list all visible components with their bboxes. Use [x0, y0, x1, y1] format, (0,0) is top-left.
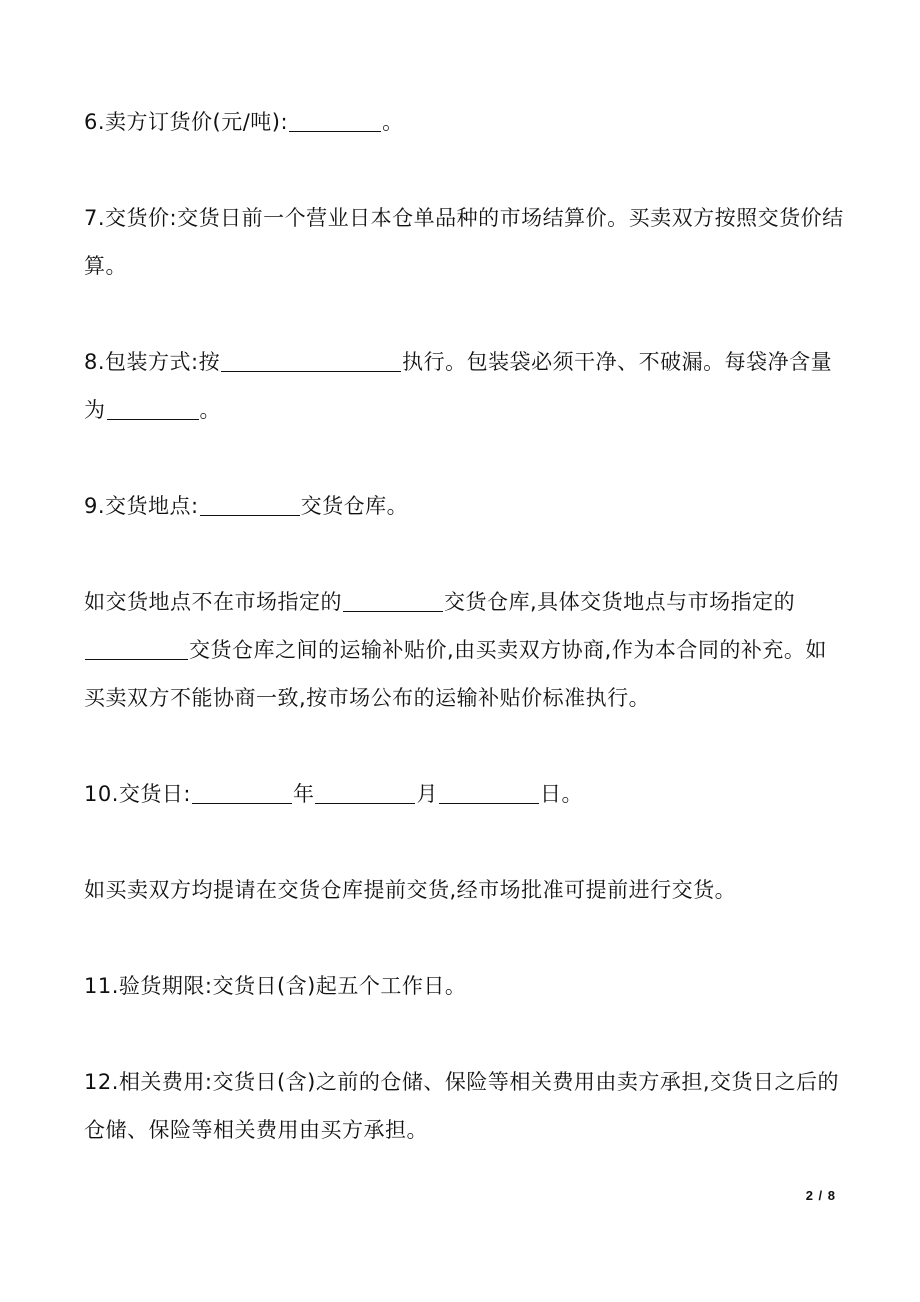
clause-7-delivery-price: 7.交货价:交货日前一个营业日本仓单品种的市场结算价。买卖双方按照交货价结算。	[84, 206, 844, 278]
clause-10-early-delivery-note: 如买卖双方均提请在交货仓库提前交货,经市场批准可提前进行交货。	[84, 878, 737, 902]
year-label: 年	[292, 782, 315, 806]
clause-6-end: 。	[382, 110, 404, 134]
delivery-month-blank	[315, 781, 415, 804]
clause-9-location-note	[84, 578, 844, 722]
month-label: 月	[416, 782, 438, 806]
order-price-blank	[289, 109, 381, 132]
clause-6-label: 6.卖方订货价(元/吨):	[84, 110, 289, 134]
clause-8-packaging	[84, 338, 844, 434]
net-weight-blank	[107, 397, 199, 420]
clause-6-order-price	[84, 98, 844, 146]
page-number: 2 / 8	[805, 1188, 836, 1203]
clause-10-delivery-date	[84, 770, 844, 818]
clause-9-label: 9.交货地点:	[84, 494, 199, 518]
clause-9-note-part1: 如交货地点不在市场指定的	[84, 590, 342, 614]
delivery-day-blank	[439, 781, 539, 804]
clause-8-middle: 执行。包装袋必须干净、不破漏。每袋净含量为	[84, 350, 833, 422]
day-label: 日。	[539, 782, 583, 806]
designated-warehouse-blank-1	[343, 589, 443, 612]
clause-8-end: 。	[199, 398, 221, 422]
packaging-standard-blank	[221, 349, 401, 372]
clause-8-label: 8.包装方式:按	[84, 350, 221, 374]
clause-10-label: 10.交货日:	[84, 782, 191, 806]
designated-warehouse-blank-2	[85, 637, 188, 660]
clause-9-end: 交货仓库。	[300, 494, 409, 518]
clause-9-delivery-location	[84, 482, 844, 530]
clause-9-note-part2: 交货仓库,具体交货地点与市场指定的	[444, 590, 796, 614]
delivery-year-blank	[192, 781, 292, 804]
clause-9-note-part3: 交货仓库之间的运输补贴价,由买卖双方协商,作为本合同的补充。如买卖双方不能协商一致,按市场公布的运输补贴价标准执行。	[84, 638, 827, 710]
delivery-location-blank	[200, 493, 300, 516]
clause-11-inspection-period: 11.验货期限:交货日(含)起五个工作日。	[84, 974, 467, 998]
clause-12-related-fees: 12.相关费用:交货日(含)之前的仓储、保险等相关费用由卖方承担,交货日之后的仓储、保险等相关费用由买方承担。	[84, 1070, 840, 1142]
